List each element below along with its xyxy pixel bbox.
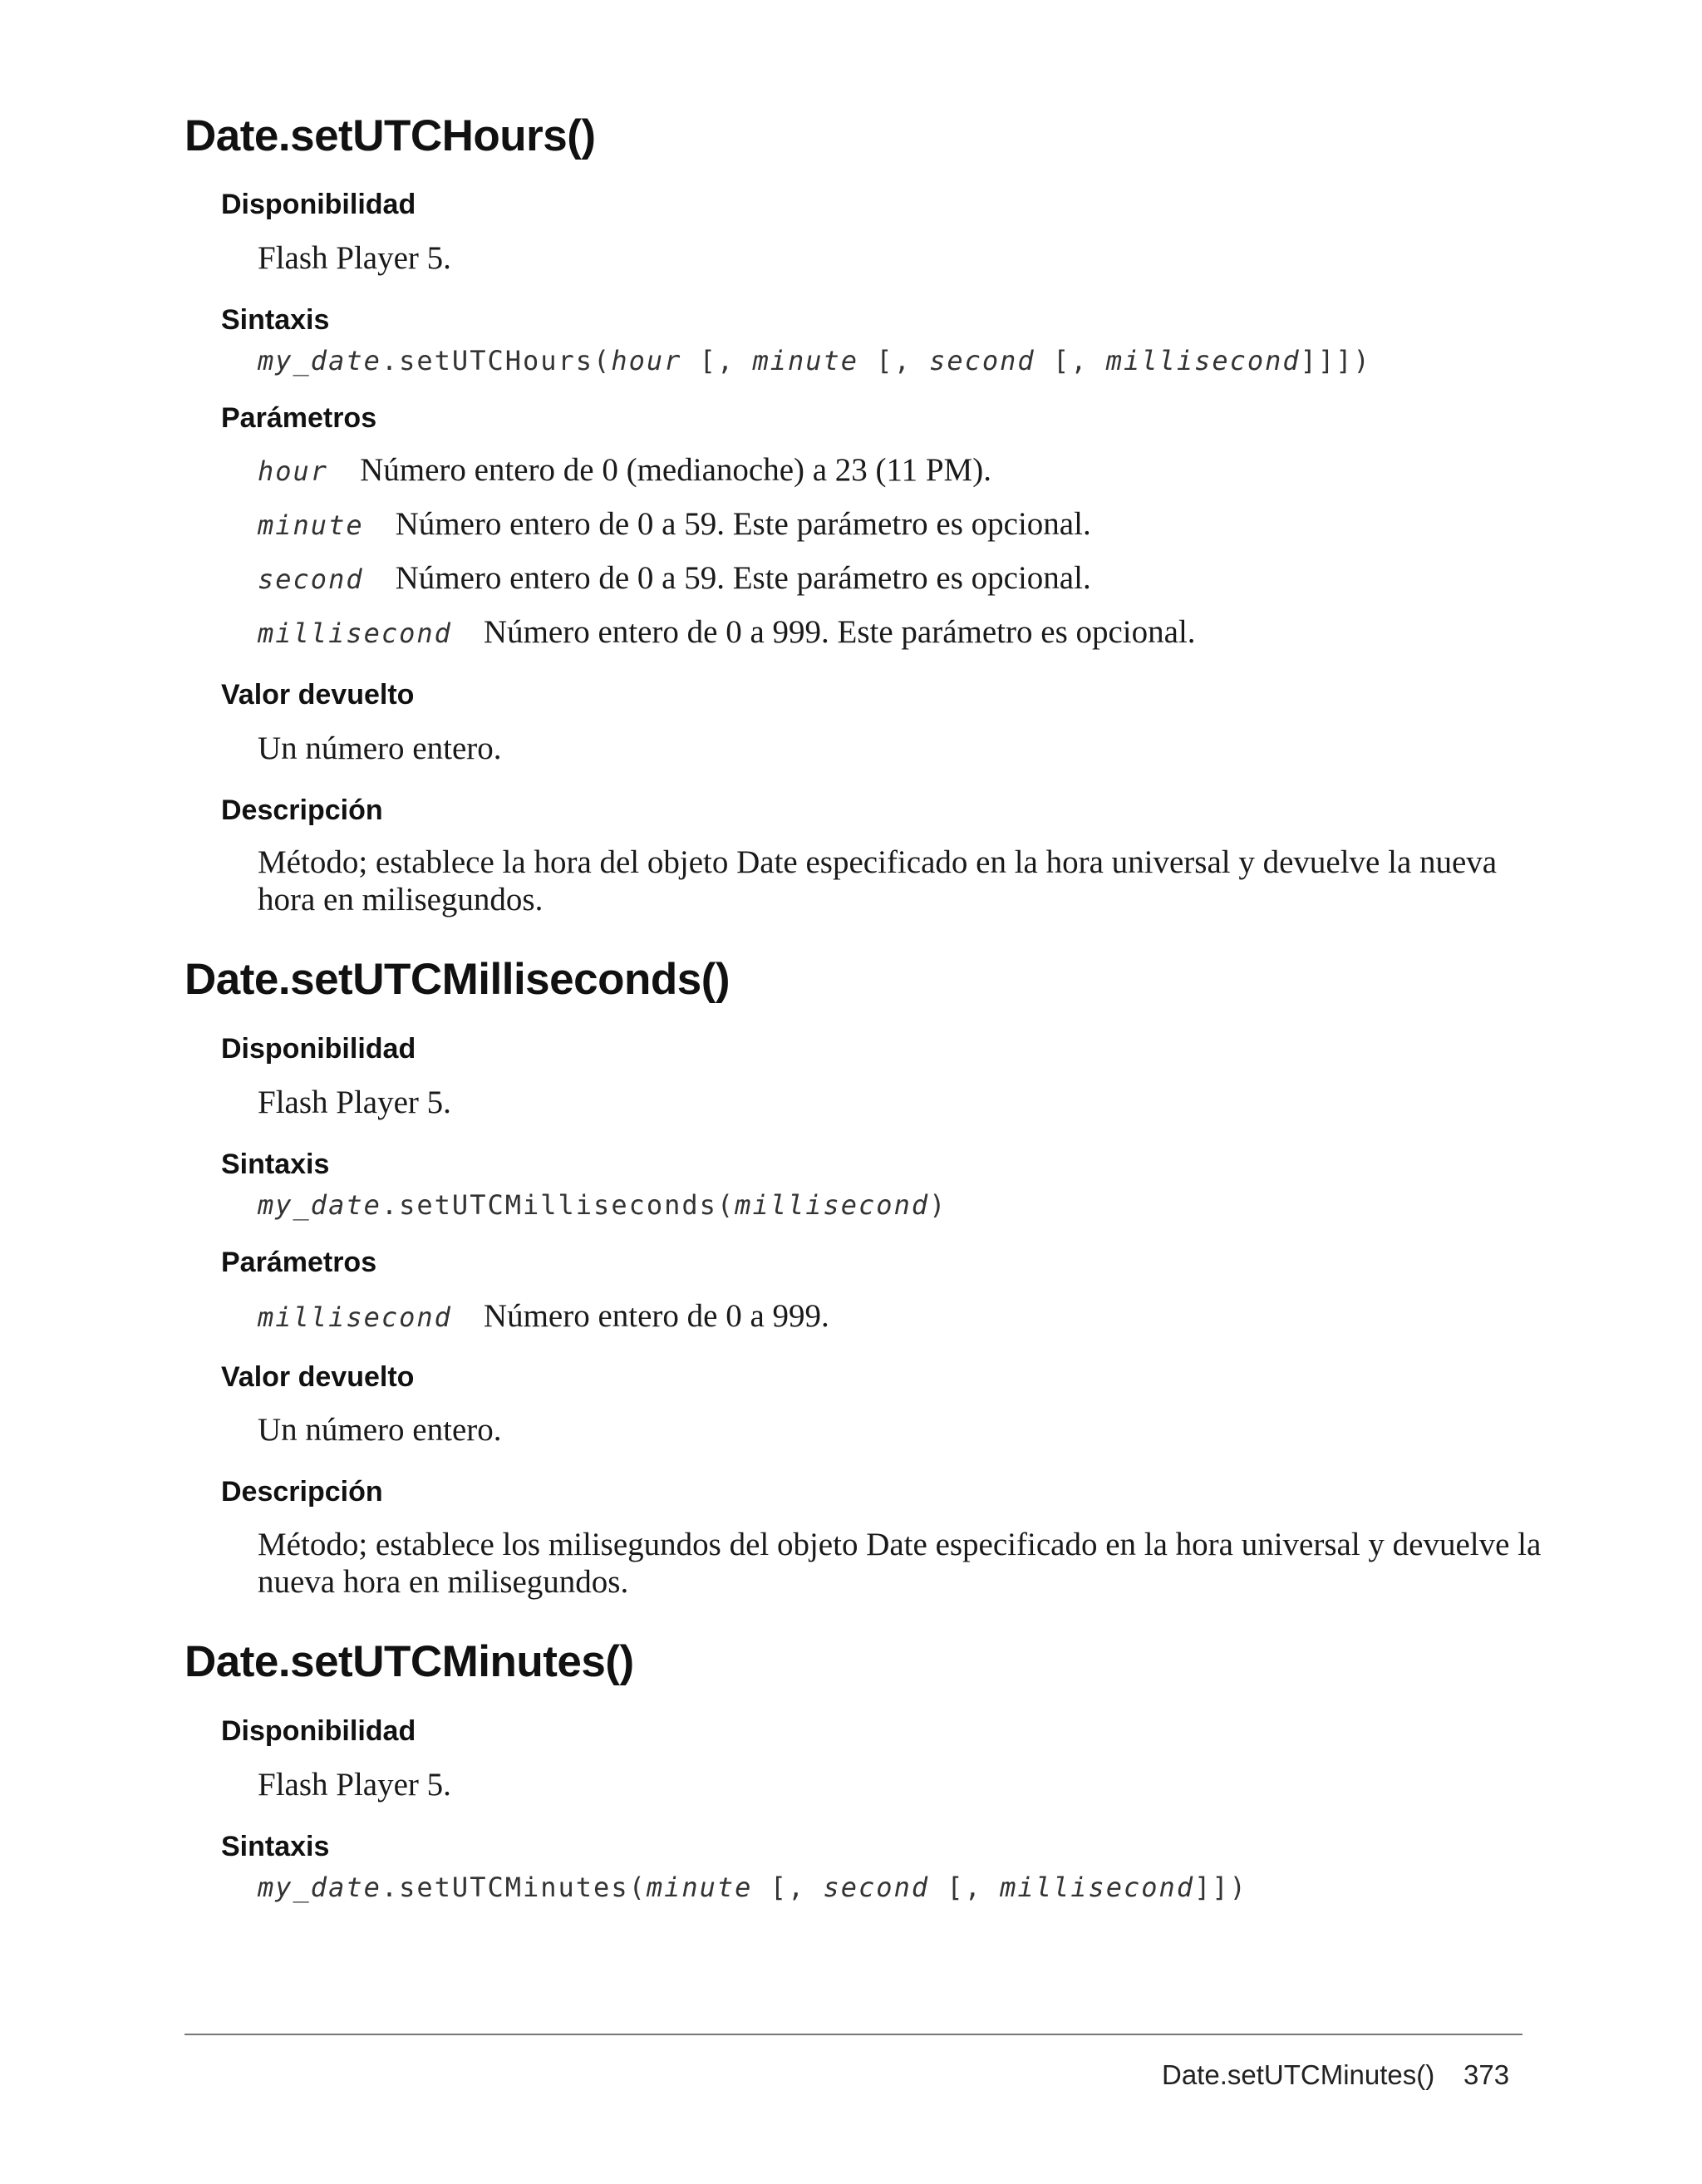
syntax-heading: Sintaxis — [221, 1831, 330, 1862]
availability-heading: Disponibilidad — [221, 1033, 416, 1065]
return-value-text: Un número entero. — [258, 730, 502, 766]
syntax-separator: [, — [1035, 345, 1106, 376]
return-value-text: Un número entero. — [258, 1412, 502, 1448]
syntax-param: millisecond — [735, 1189, 930, 1221]
availability-text: Flash Player 5. — [258, 1085, 451, 1120]
parameters-heading: Parámetros — [221, 1247, 377, 1278]
syntax-close: ) — [929, 1189, 947, 1221]
syntax-method: .setUTCMilliseconds( — [381, 1189, 735, 1221]
parameter-name: millisecond — [258, 617, 452, 649]
syntax-param: second — [823, 1872, 930, 1903]
entry-title: Date.setUTCMinutes() — [184, 1637, 634, 1686]
syntax-close: ]]) — [1194, 1872, 1247, 1903]
syntax-param: millisecond — [1000, 1872, 1195, 1903]
syntax-param: hour — [611, 345, 682, 376]
syntax-code — [258, 1874, 1247, 1901]
syntax-heading: Sintaxis — [221, 1149, 330, 1180]
syntax-code — [258, 1189, 947, 1221]
availability-text: Flash Player 5. — [258, 240, 451, 276]
availability-heading: Disponibilidad — [221, 1715, 416, 1747]
syntax-separator: [, — [929, 1872, 1001, 1903]
parameter-name: second — [258, 563, 364, 595]
return-value-heading: Valor devuelto — [221, 1361, 415, 1393]
parameter-row — [258, 1297, 829, 1335]
description-heading: Descripción — [221, 1476, 383, 1508]
description-text: Método; establece los milisegundos del objeto Date especificado en la hora universal y devuelve la — [258, 1527, 1542, 1562]
description-text: nueva hora en milisegundos. — [258, 1564, 629, 1600]
parameter-description: Número entero de 0 a 999. Este parámetro es opcional. — [483, 614, 1196, 650]
syntax-code — [258, 347, 1371, 374]
syntax-param: millisecond — [1105, 345, 1301, 376]
syntax-param: second — [929, 345, 1035, 376]
syntax-param: minute — [646, 1872, 753, 1903]
syntax-separator: [, — [681, 345, 753, 376]
availability-heading: Disponibilidad — [221, 189, 416, 220]
syntax-method: .setUTCHours( — [381, 345, 612, 376]
footer-divider — [184, 2034, 1522, 2035]
parameter-description: Número entero de 0 a 999. — [483, 1298, 829, 1334]
entry-title: Date.setUTCMilliseconds() — [184, 955, 730, 1004]
page-number: 373 — [1463, 2059, 1510, 2090]
description-heading: Descripción — [221, 794, 383, 826]
parameter-row — [258, 451, 991, 489]
parameter-description: Número entero de 0 a 59. Este parámetro es opcional. — [395, 506, 1091, 542]
syntax-param: minute — [752, 345, 859, 376]
parameter-name: millisecond — [258, 1301, 452, 1333]
parameter-name: minute — [258, 509, 364, 541]
description-text: Método; establece la hora del objeto Date especificado en la hora universal y devuelve la nueva — [258, 844, 1498, 880]
parameter-description: Número entero de 0 a 59. Este parámetro es opcional. — [395, 560, 1091, 596]
syntax-heading: Sintaxis — [221, 304, 330, 336]
parameter-row — [258, 613, 1196, 651]
parameter-name: hour — [258, 455, 329, 487]
parameters-heading: Parámetros — [221, 402, 377, 434]
entry-title: Date.setUTCHours() — [184, 111, 596, 160]
syntax-object: my_date — [258, 1872, 381, 1903]
parameter-row — [258, 559, 1091, 597]
syntax-object: my_date — [258, 1189, 381, 1221]
running-footer-title: Date.setUTCMinutes() — [1162, 2059, 1435, 2090]
syntax-method: .setUTCMinutes( — [381, 1872, 647, 1903]
return-value-heading: Valor devuelto — [221, 679, 415, 711]
syntax-close: ]]]) — [1300, 345, 1371, 376]
parameter-description: Número entero de 0 (medianoche) a 23 (11 PM). — [360, 452, 991, 488]
availability-text: Flash Player 5. — [258, 1767, 451, 1803]
syntax-object: my_date — [258, 345, 381, 376]
description-text: hora en milisegundos. — [258, 882, 544, 917]
syntax-separator: [, — [752, 1872, 824, 1903]
syntax-separator: [, — [858, 345, 930, 376]
parameter-row — [258, 505, 1091, 543]
